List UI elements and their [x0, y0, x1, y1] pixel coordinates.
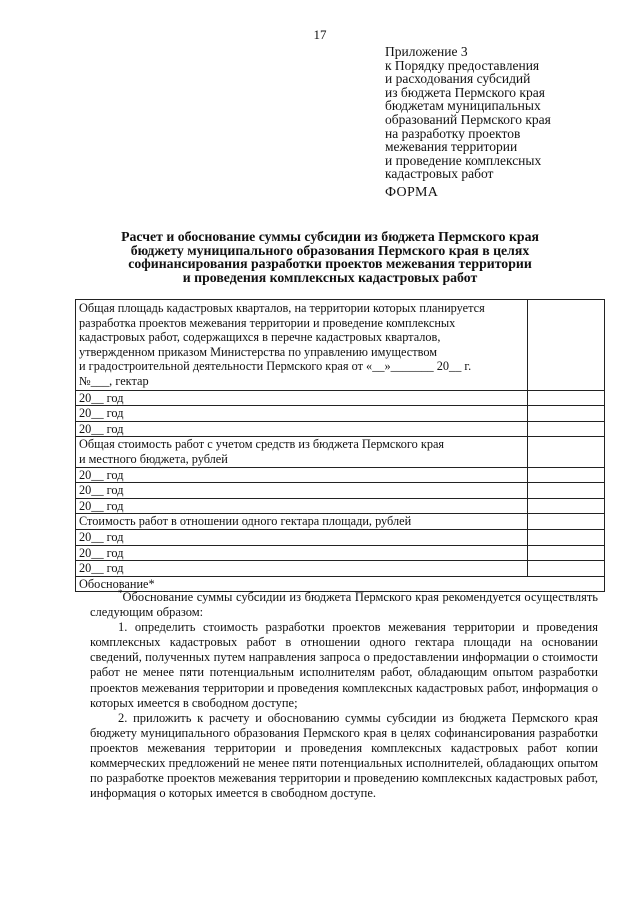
table-row [76, 483, 605, 499]
year-cell: 20__ год [76, 390, 528, 406]
table-row [76, 390, 605, 406]
appendix-line: на разработку проектов [385, 125, 521, 141]
value-cell[interactable] [528, 483, 605, 499]
cell-line: №___, гектар [79, 373, 149, 388]
value-cell[interactable] [528, 390, 605, 406]
appendix-line: межевания территории [385, 139, 518, 155]
justification-cell: Обоснование* [76, 576, 605, 592]
table-row [76, 498, 605, 514]
footnote-mark: * [118, 587, 123, 598]
footnote-item-2: 2. приложить к расчету и обоснованию суммы субсидии из бюджета Пермского края бюджету муниципального образования Пермского края в целях софинансирования разработки проектов межевания территории и проведения комплексных кадастровых работ копии коммерческих предложений не менее пяти потенциальных исполнителей, обладающих опытом по разработке проектов межевания территории и проведению комплексных кадастровых работ, информация о которых имеется в свободном доступе. [90, 710, 598, 801]
table-row [76, 529, 605, 545]
year-cell: 20__ год [76, 467, 528, 483]
document-title [60, 230, 600, 284]
table-row [76, 467, 605, 483]
cell-line: утвержденном приказом Министерства по управлению имуществом [79, 344, 438, 359]
title-line: бюджету муниципального образования Пермского края в целях [130, 242, 530, 258]
year-cell: 20__ год [76, 545, 528, 561]
appendix-line: из бюджета Пермского края [385, 84, 545, 100]
table-row [76, 437, 605, 467]
table-row [76, 514, 605, 530]
value-cell[interactable] [528, 545, 605, 561]
value-cell[interactable] [528, 498, 605, 514]
cost-label-cell [76, 437, 528, 467]
value-cell[interactable] [528, 406, 605, 422]
cell-line: и градостроительной деятельности Пермского края от «__»_______ 20__ г. [79, 359, 472, 374]
footnote-intro-text: Обоснование суммы субсидии из бюджета Пермского края рекомендуется осуществлять следующим образом: [90, 590, 598, 620]
footnote-block [90, 587, 598, 801]
value-cell[interactable] [528, 529, 605, 545]
appendix-line: и проведение комплексных [385, 152, 542, 168]
title-line: Расчет и обоснование суммы субсидии из бюджета Пермского края [121, 229, 539, 244]
table-row [76, 545, 605, 561]
table-row [76, 300, 605, 391]
title-line: софинансирования разработки проектов межевания территории [128, 256, 532, 272]
table-row [76, 406, 605, 422]
appendix-line: Приложение 3 [385, 44, 468, 59]
year-cell: 20__ год [76, 483, 528, 499]
cell-line: Общая площадь кадастровых кварталов, на территории которых планируется [79, 301, 485, 315]
title-line: и проведения комплексных кадастровых работ [182, 269, 478, 285]
value-cell[interactable] [528, 437, 605, 467]
value-cell[interactable] [528, 561, 605, 577]
footnote-item-1: 1. определить стоимость разработки проектов межевания территории и проведения комплексных кадастровых работ в отношении одного гектара площади на основании сведений, полученных путем направления запроса о предоставлении информации о стоимости работ не менее пяти потенциальным исполнителям работ, обладающим опытом разработки проектов межевания территории и проведения комплексных кадастровых работ, информация о которых имеется в свободном доступе; [90, 620, 598, 710]
year-cell: 20__ год [76, 421, 528, 437]
per-hectare-label-cell: Стоимость работ в отношении одного гектара площади, рублей [76, 514, 528, 530]
appendix-line: бюджетам муниципальных [385, 98, 541, 114]
page-number: 17 [313, 27, 327, 42]
appendix-line: кадастровых работ [385, 166, 494, 182]
appendix-line: образований Пермского края [385, 111, 551, 127]
cell-line: и местного бюджета, рублей [79, 451, 228, 466]
value-cell[interactable] [528, 467, 605, 483]
footnote-intro [90, 587, 598, 620]
appendix-line: и расходования субсидий [385, 71, 531, 87]
form-label: ФОРМА [385, 185, 439, 200]
value-cell[interactable] [528, 421, 605, 437]
table-row [76, 421, 605, 437]
cell-line: разработка проектов межевания территории и проведение комплексных [79, 315, 456, 330]
cell-line: кадастровых работ, содержащихся в перечне кадастровых кварталов, [79, 330, 441, 345]
year-cell: 20__ год [76, 498, 528, 514]
year-cell: 20__ год [76, 406, 528, 422]
calculation-table [75, 299, 605, 592]
year-cell: 20__ год [76, 529, 528, 545]
value-cell[interactable] [528, 514, 605, 530]
area-label-cell [76, 300, 528, 391]
value-cell[interactable] [528, 300, 605, 391]
table-row [76, 561, 605, 577]
cell-line: Общая стоимость работ с учетом средств из бюджета Пермского края [79, 437, 445, 452]
appendix-header [385, 45, 625, 181]
year-cell: 20__ год [76, 561, 528, 577]
appendix-line: к Порядку предоставления [385, 57, 540, 73]
